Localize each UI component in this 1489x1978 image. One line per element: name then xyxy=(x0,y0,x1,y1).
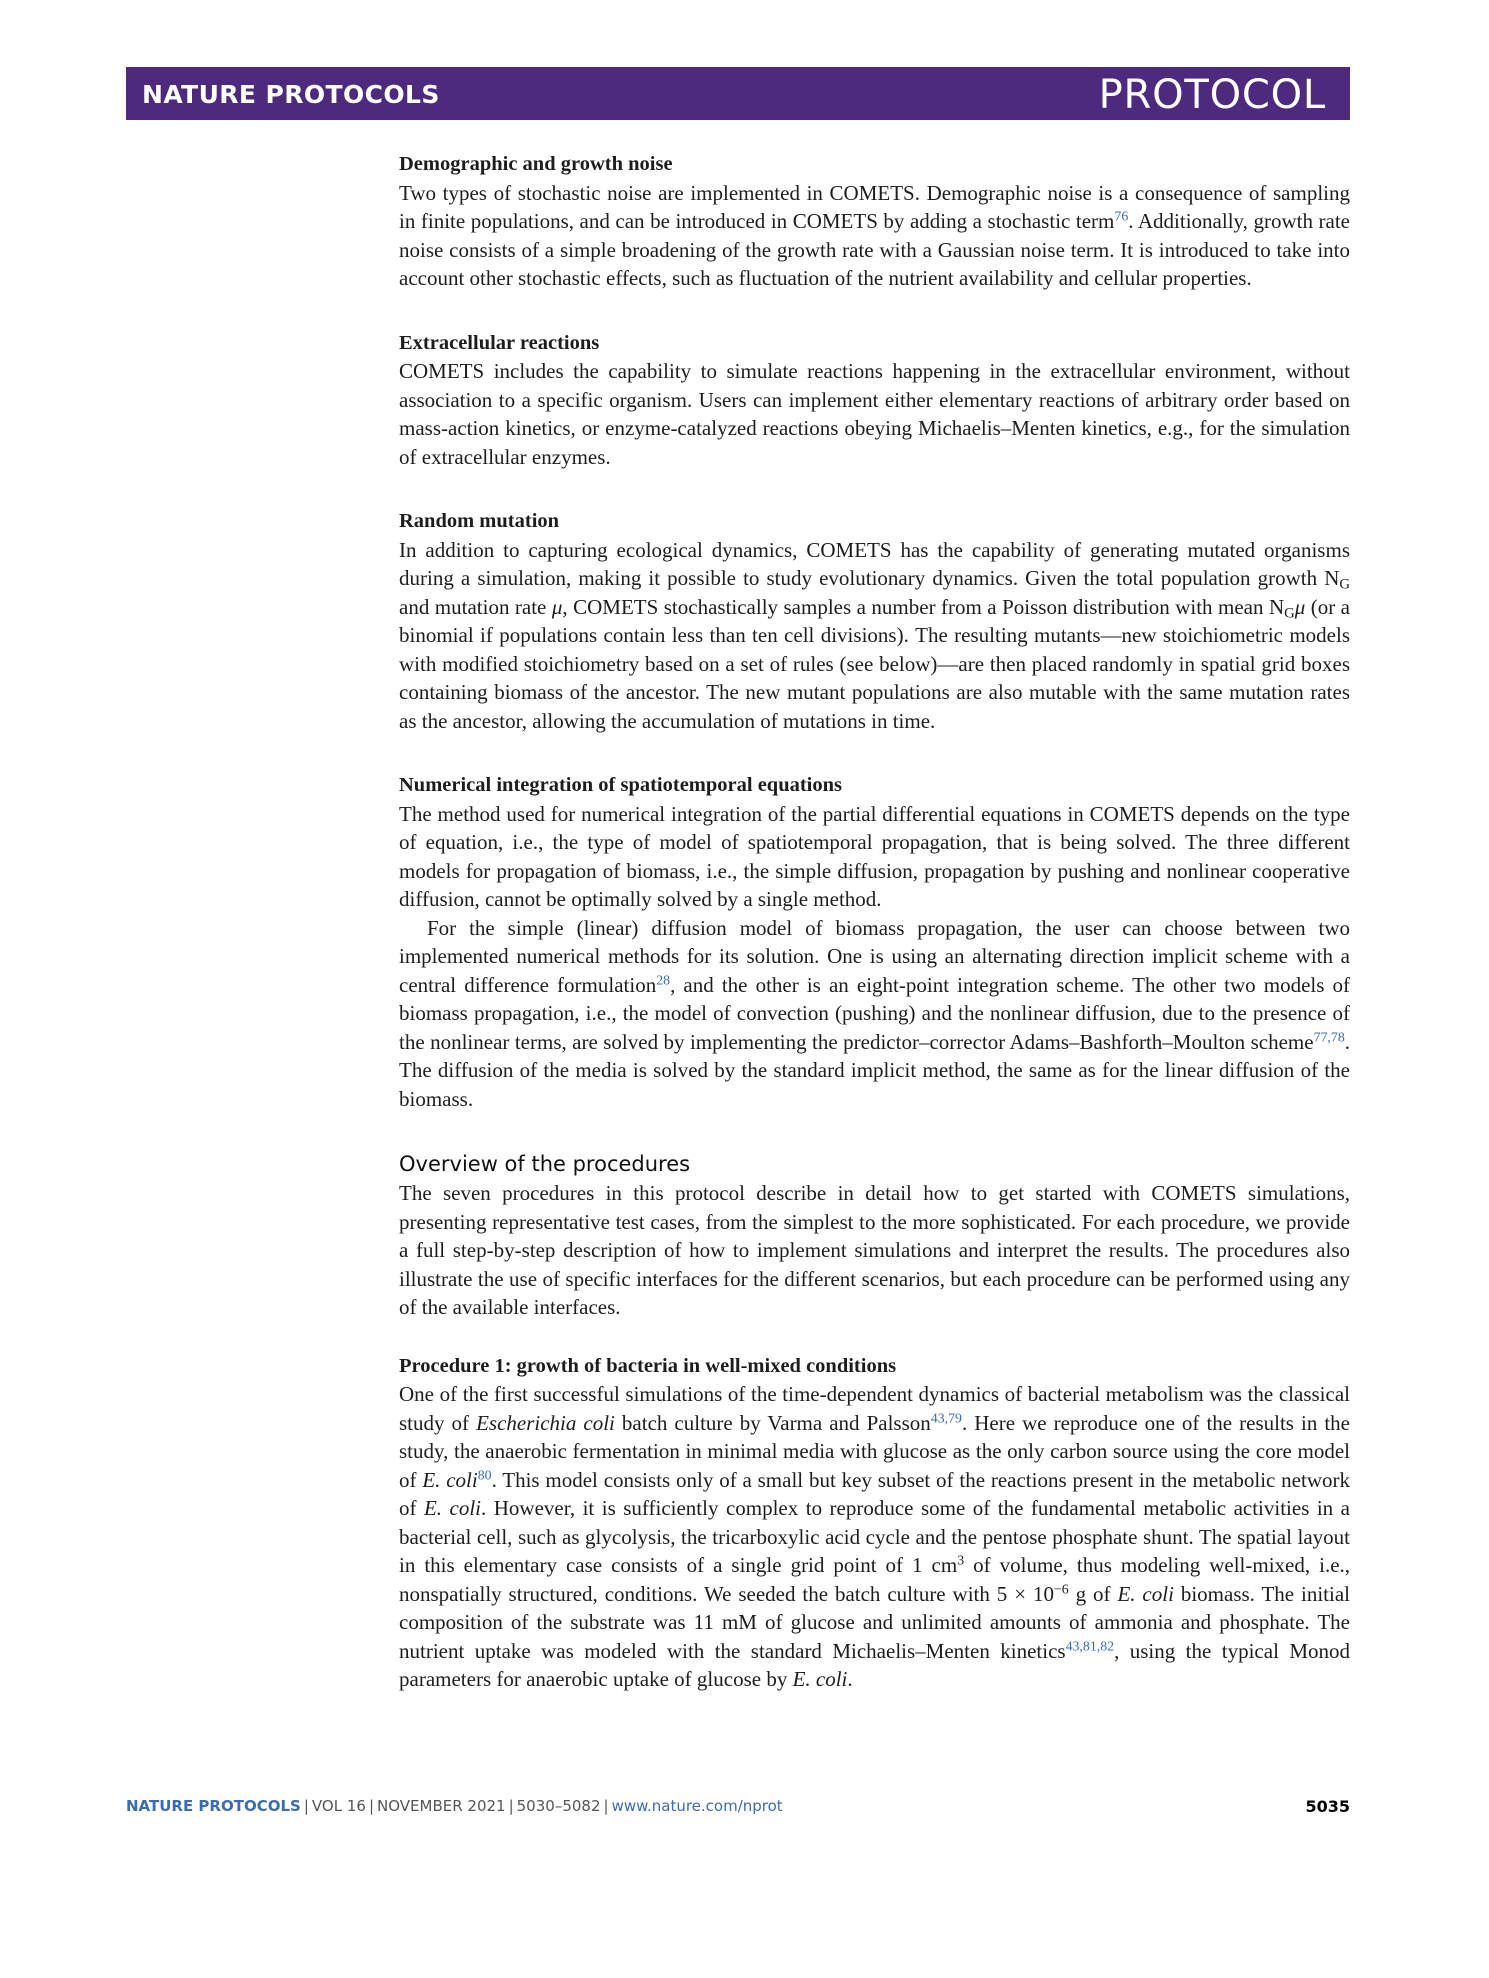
subscript: G xyxy=(1339,576,1350,593)
footer-date: NOVEMBER 2021 xyxy=(377,1797,506,1815)
citation-reference[interactable]: 28 xyxy=(656,971,671,987)
citation-reference[interactable]: 43,79 xyxy=(930,1409,962,1425)
footer-citation: NATURE PROTOCOLS | VOL 16 | NOVEMBER 2021 | 5030–5082 | www.nature.com/nprot xyxy=(126,1797,783,1815)
text-run: , COMETS stochastically samples a number from a Poisson distribution with mean N xyxy=(562,594,1285,619)
text-run: Two types of stochastic noise are implemented in COMETS. Demographic noise is a consequence of sampling in finite populations, and can be introduced in COMETS by adding a stochastic term xyxy=(399,180,1350,233)
citation-reference[interactable]: 77,78 xyxy=(1313,1028,1345,1044)
paragraph xyxy=(399,1380,1350,1694)
section-heading: Procedure 1: growth of bacteria in well-mixed conditions xyxy=(399,1354,897,1377)
text-run: . Here we reproduce one of the results in the study, the anaerobic fermentation in minimal media with glucose as the only carbon source using the core model of xyxy=(399,1410,1350,1492)
text-run: . xyxy=(847,1667,853,1691)
paragraph xyxy=(399,536,1350,736)
section xyxy=(399,771,1350,1113)
section xyxy=(399,150,1350,293)
text-run: . The diffusion of the media is solved by the standard implicit method, the same as for the linear diffusion of the biomass. xyxy=(399,1029,1350,1111)
article-body xyxy=(399,150,1350,1730)
text-run: The method used for numerical integration of the partial differential equations in COMETS depends on the type of equation, i.e., the type of model of spatiotemporal propagation, that is being solved. The three different models for propagation of biomass, i.e., the simple diffusion, propagation by pushing and nonlinear cooperative diffusion, cannot be optimally solved by a single method. xyxy=(399,801,1350,911)
italic-text: E. coli xyxy=(423,1496,482,1520)
journal-banner xyxy=(126,67,1350,120)
text-run: COMETS includes the capability to simulate reactions happening in the extracellular environment, without association to a specific organism. Users can implement either elementary reactions of arbitrary order based on mass-action kinetics, or enzyme-catalyzed reactions obeying Michaelis–Menten kinetics, e.g., for the simulation of extracellular enzymes. xyxy=(399,359,1350,469)
section xyxy=(399,1149,1350,1322)
text-run: . Additionally, growth rate noise consists of a simple broadening of the growth rate with a Gaussian noise term. It is introduced to take into account other stochastic effects, such as fluctuation of the nutrient availability and cellular properties. xyxy=(399,209,1350,290)
italic-text: E. coli xyxy=(422,1467,478,1492)
footer-url-link[interactable]: www.nature.com/nprot xyxy=(611,1797,783,1815)
italic-text: Escherichia coli xyxy=(476,1410,615,1435)
italic-text: E. coli xyxy=(792,1667,848,1691)
subscript: G xyxy=(1284,605,1295,622)
footer-pages: 5030–5082 xyxy=(516,1797,601,1815)
section-heading: Random mutation xyxy=(399,510,560,532)
section xyxy=(399,329,1350,472)
paragraph xyxy=(399,179,1350,293)
citation-reference[interactable]: 76 xyxy=(1114,208,1129,224)
text-run: , and the other is an eight-point integration scheme. The other two models of biomass propagation, i.e., the model of convection (pushing) and the nonlinear diffusion, due to the presence of the nonlinear terms, are solved by implementing the predictor–corrector Adams–Bashforth–Moulton scheme xyxy=(399,972,1350,1054)
paragraph xyxy=(399,1179,1350,1322)
text-run: and mutation rate xyxy=(399,594,552,619)
citation-reference[interactable]: 43,81,82 xyxy=(1065,1637,1115,1653)
text-run: For the simple (linear) diffusion model of biomass propagation, the user can choose between two implemented numerical methods for its solution. One is using an alternating direction implicit scheme with a central difference formulation xyxy=(399,915,1350,997)
section xyxy=(399,507,1350,735)
footer-volume: VOL 16 xyxy=(311,1797,366,1815)
paragraph xyxy=(399,914,1350,1114)
text-run: . This model consists only of a small but key subset of the reactions present in the metabolic network of xyxy=(399,1467,1350,1520)
section-heading: Extracellular reactions xyxy=(399,331,600,354)
page-number: 5035 xyxy=(1305,1797,1350,1816)
text-run: g of xyxy=(1068,1581,1118,1606)
text-run: The seven procedures in this protocol describe in detail how to get started with COMETS simulations, presenting representative test cases, from the simplest to the more sophisticated. For each procedure, we provide a full step-by-step description of how to implement simulations and interpret the results. The procedures also illustrate the use of specific interfaces for the different scenarios, but each procedure can be performed using any of the available interfaces. xyxy=(399,1181,1350,1319)
journal-name: NATURE PROTOCOLS xyxy=(142,80,440,109)
text-run: One of the first successful simulations of the time-dependent dynamics of bacterial metabolism was the classical study of xyxy=(399,1382,1350,1435)
section xyxy=(399,1352,1350,1694)
text-run: (or a binomial if populations contain less than ten cell divisions). The resulting mutants—new stoichiometric models with modified stoichiometry based on a set of rules (see below)—are then placed randomly in spatial grid boxes containing biomass of the ancestor. The new mutant populations are also mutable with the same mutation rates as the ancestor, allowing the accumulation of mutations in time. xyxy=(399,594,1350,733)
italic-text: μ xyxy=(1294,594,1306,619)
italic-text: E. coli xyxy=(1117,1581,1174,1606)
italic-text: μ xyxy=(551,594,563,619)
superscript: 3 xyxy=(957,1552,965,1568)
text-run: of volume, thus modeling well-mixed, i.e., nonspatially structured, conditions. We seeded the batch culture with 5 × 10 xyxy=(399,1553,1351,1606)
text-run: batch culture by Varma and Palsson xyxy=(614,1410,931,1435)
citation-reference[interactable]: 80 xyxy=(477,1466,492,1482)
text-run: In addition to capturing ecological dynamics, COMETS has the capability of generating mutated organisms during a simulation, making it possible to study evolutionary dynamics. Given the total population growth N xyxy=(399,537,1350,590)
text-run: biomass. The initial composition of the substrate was 11 mM of glucose and unlimited amounts of ammonia and phosphate. The nutrient uptake was modeled with the standard Michaelis–Menten kinetics xyxy=(399,1581,1350,1663)
paragraph xyxy=(399,357,1350,471)
text-run: . However, it is sufficiently complex to reproduce some of the fundamental metabolic activities in a bacterial cell, such as glycolysis, the tricarboxylic acid cycle and the pentose phosphate shunt. The spatial layout in this elementary case consists of a single grid point of 1 cm xyxy=(399,1496,1350,1577)
text-run: , using the typical Monod parameters for anaerobic uptake of glucose by xyxy=(399,1638,1351,1691)
superscript: −6 xyxy=(1053,1580,1069,1596)
paragraph xyxy=(399,800,1350,914)
major-section-heading: Overview of the procedures xyxy=(399,1152,691,1176)
section-heading: Numerical integration of spatiotemporal equations xyxy=(399,774,842,796)
footer-journal: NATURE PROTOCOLS xyxy=(126,1797,301,1815)
article-type: PROTOCOL xyxy=(1098,72,1326,118)
section-heading: Demographic and growth noise xyxy=(399,153,673,175)
